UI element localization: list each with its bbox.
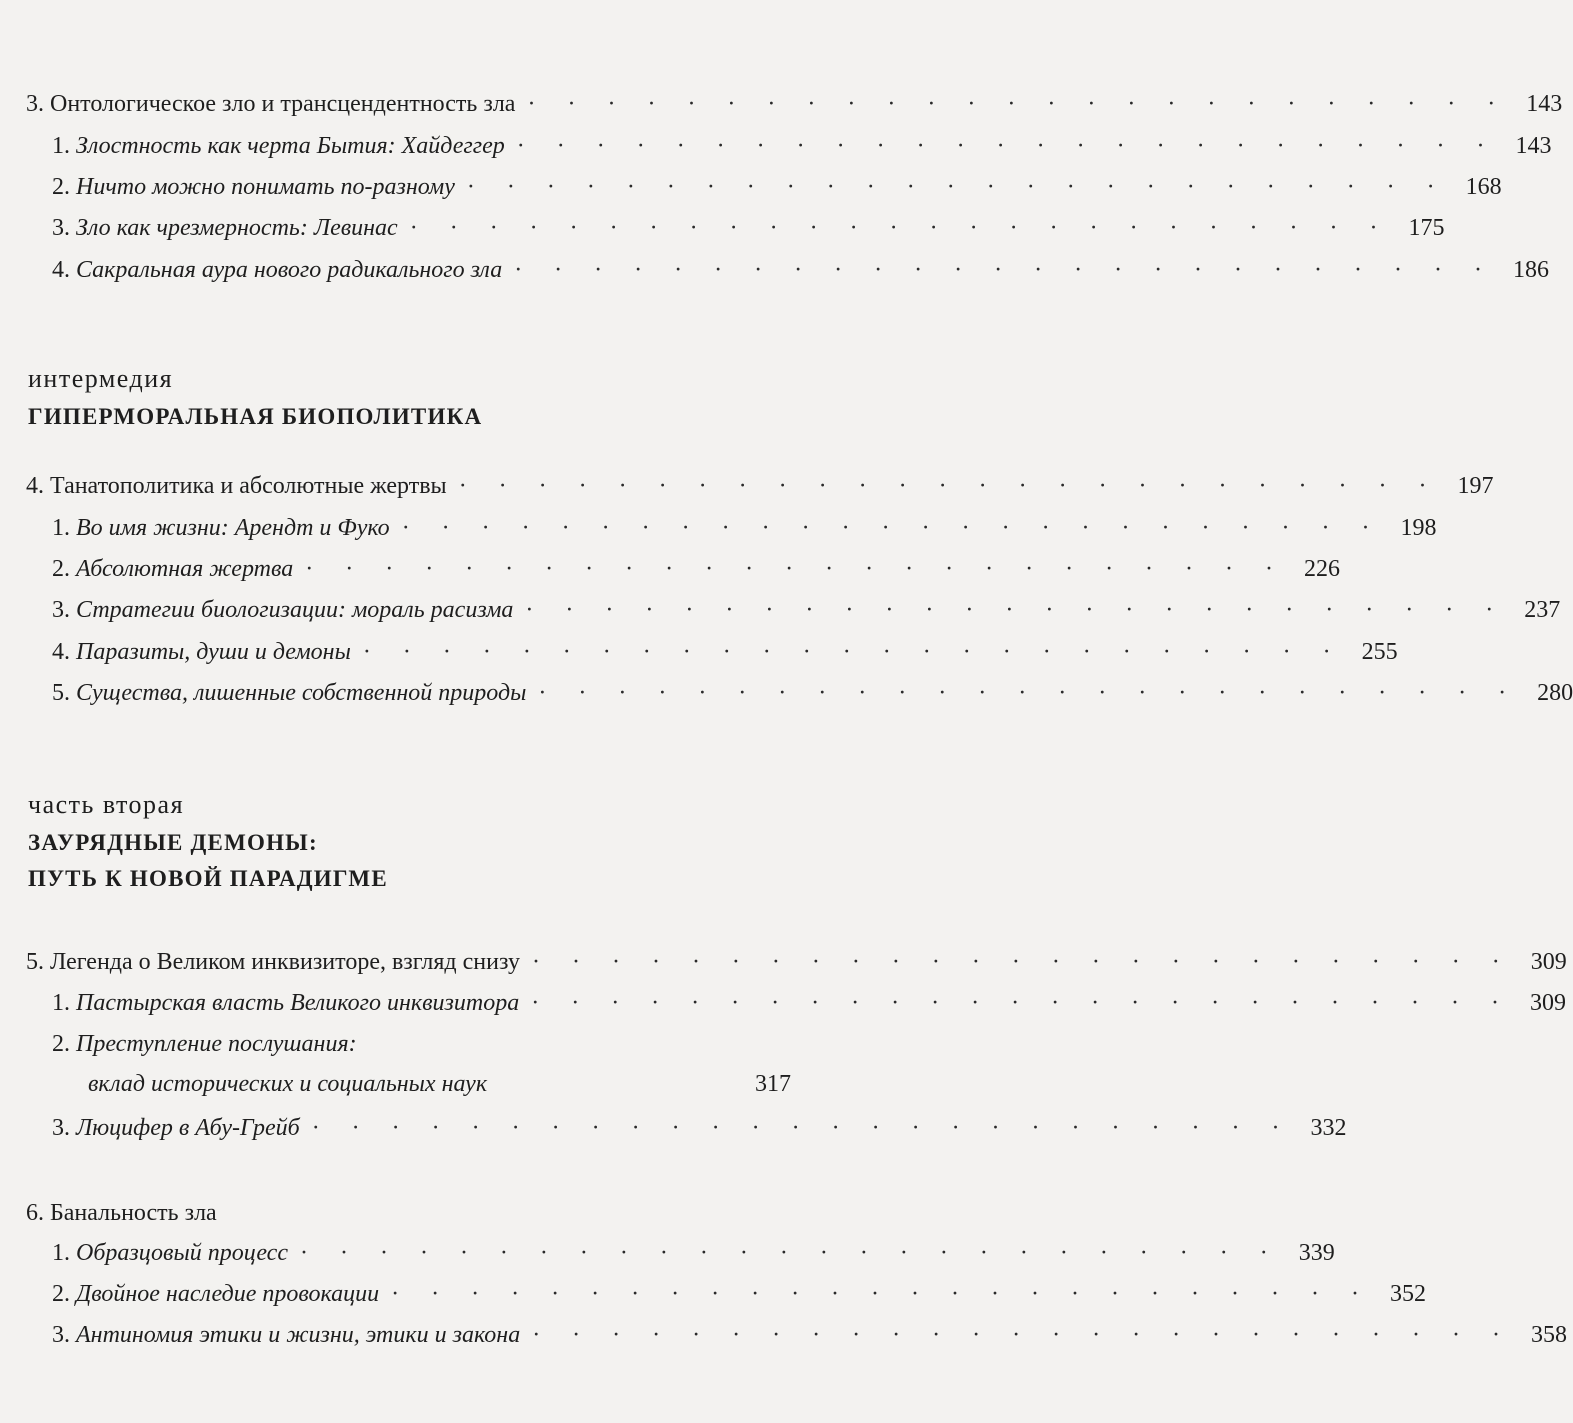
dot-leader: · · · · · · · · · · · · · · · · · · · · · · · · ·: [531, 990, 1513, 1016]
toc-entry-5-1[interactable]: [52, 985, 1567, 1021]
entry-page-number: 143: [1515, 133, 1552, 159]
entry-title: 2. Двойное наследие провокации: [52, 1281, 380, 1307]
toc-entry-5-2[interactable]: [52, 1026, 791, 1062]
toc-entry-5-3[interactable]: [52, 1110, 1347, 1146]
entry-page-number: 197: [1457, 473, 1494, 499]
dot-leader: · · · · · · · · · · · · · · · · · · · · · · · · ·: [362, 639, 1344, 665]
entry-title: 1. Во имя жизни: Арендт и Фуко: [52, 515, 390, 541]
toc-entry-4-3[interactable]: [52, 592, 1561, 628]
entry-page-number: 332: [1310, 1115, 1347, 1141]
toc-entry-4-4[interactable]: [52, 634, 1398, 670]
dot-leader: · · · · · · · · · · · · · · · · · · · · · · · · ·: [458, 473, 1440, 499]
dot-leader: · · · · · · · · · · · · · · · · · · · · · · · · ·: [401, 515, 1383, 541]
intermezzo-label: интермедия: [28, 364, 174, 393]
dot-leader: · · · · · · · · · · · · · · · · · · · · · · · · ·: [532, 1322, 1513, 1348]
dot-leader: · · · · · · · · · · · · · · · · · · · · · · · · ·: [391, 1281, 1372, 1307]
entry-title: 4. Сакральная аура нового радикального зла: [52, 257, 503, 283]
toc-entry-6-3[interactable]: [52, 1317, 1567, 1353]
part-two-title-line2: ПУТЬ К НОВОЙ ПАРАДИГМЕ: [28, 866, 388, 891]
dot-leader: · · · · · · · · · · · · · · · · · · · · · · · · ·: [305, 556, 1287, 582]
toc-entry-3-3[interactable]: [52, 210, 1445, 246]
entry-page-number: 143: [1526, 91, 1563, 117]
dot-leader: · · · · · · · · · · · · · · · · · · · · · · · · ·: [531, 949, 1513, 975]
entry-title: 3. Антиномия этики и жизни, этики и закона: [52, 1322, 521, 1348]
entry-title: 4. Паразиты, души и демоны: [52, 639, 351, 665]
dot-leader: · · · · · · · · · · · · · · · · · · · · · · · · ·: [514, 257, 1495, 283]
dot-leader: · · · · · · · · · · · · · · · · · · · · · · · · ·: [311, 1115, 1293, 1141]
entry-title: 1. Пастырская власть Великого инквизитора: [52, 990, 520, 1016]
dot-leader: · · · · · · · · · · · · · · · · · · · · · · · · ·: [538, 680, 1520, 706]
toc-entry-6-1[interactable]: [52, 1235, 1335, 1271]
entry-page-number: 168: [1465, 174, 1502, 200]
entry-page-number: 339: [1298, 1240, 1335, 1266]
entry-page-number: 198: [1400, 515, 1437, 541]
intermezzo-title: ГИПЕРМОРАЛЬНАЯ БИОПОЛИТИКА: [28, 404, 483, 429]
entry-title: 2. Абсолютная жертва: [52, 556, 294, 582]
entry-page-number: 237: [1524, 597, 1561, 623]
entry-page-number: 317: [755, 1071, 791, 1097]
toc-entry-chapter-3[interactable]: [26, 86, 1563, 122]
entry-title-continuation: вклад исторических и социальных наук: [88, 1071, 488, 1097]
entry-page-number: 186: [1513, 257, 1549, 283]
dot-leader: · · · · · · · · · · · · · · · · · · · · · · · · ·: [525, 597, 1507, 623]
entry-title: 1. Образцовый процесс: [52, 1240, 288, 1266]
toc-entry-3-4[interactable]: [52, 252, 1549, 288]
part-two-title-line1: ЗАУРЯДНЫЕ ДЕМОНЫ:: [28, 830, 318, 855]
toc-entry-4-5[interactable]: [52, 675, 1573, 711]
dot-leader: · · · · · · · · · · · · · · · · · · · · · · · · ·: [299, 1240, 1281, 1266]
dot-leader: · · · · · · · · · · · · · · · · · · · · · · · · ·: [516, 133, 1498, 159]
entry-title: 3. Стратегии биологизации: мораль расизма: [52, 597, 514, 623]
entry-page-number: 309: [1530, 990, 1567, 1016]
dot-leader: · · · · · · · · · · · · · · · · · · · · · · · · ·: [466, 174, 1448, 200]
entry-title: 5. Легенда о Великом инквизиторе, взгляд снизу: [26, 949, 520, 975]
entry-title: 2. Ничто можно понимать по-разному: [52, 174, 455, 200]
entry-title: 4. Танатополитика и абсолютные жертвы: [26, 473, 447, 499]
toc-entry-chapter-5[interactable]: [26, 944, 1567, 980]
entry-page-number: 280: [1537, 680, 1573, 706]
entry-title: 1. Злостность как черта Бытия: Хайдеггер: [52, 133, 505, 159]
entry-page-number: 255: [1361, 639, 1398, 665]
entry-title: 3. Онтологическое зло и трансцендентность зла: [26, 91, 516, 117]
entry-title: 5. Существа, лишенные собственной природы: [52, 680, 527, 706]
toc-entry-4-1[interactable]: [52, 510, 1437, 546]
entry-title: 6. Банальность зла: [26, 1200, 217, 1226]
toc-entry-chapter-4[interactable]: [26, 468, 1494, 504]
toc-entry-6-2[interactable]: [52, 1276, 1426, 1312]
toc-entry-3-2[interactable]: [52, 169, 1502, 205]
entry-page-number: 352: [1389, 1281, 1426, 1307]
entry-page-number: 358: [1531, 1322, 1567, 1348]
toc-entry-3-1[interactable]: [52, 128, 1552, 164]
toc-entry-4-2[interactable]: [52, 551, 1341, 587]
part-two-label: часть вторая: [28, 790, 185, 819]
entry-title: 3. Зло как чрезмерность: Левинас: [52, 215, 398, 241]
dot-leader: · · · · · · · · · · · · · · · · · · · · · · · · ·: [409, 215, 1391, 241]
entry-page-number: 226: [1304, 556, 1341, 582]
entry-page-number: 309: [1530, 949, 1567, 975]
dot-leader: · · · · · · · · · · · · · · · · · · · · · · · · ·: [527, 91, 1509, 117]
entry-title: 2. Преступление послушания:: [52, 1031, 357, 1057]
entry-title: 3. Люцифер в Абу-Грейб: [52, 1115, 300, 1141]
toc-entry-chapter-6[interactable]: [26, 1195, 791, 1231]
entry-page-number: 175: [1408, 215, 1445, 241]
